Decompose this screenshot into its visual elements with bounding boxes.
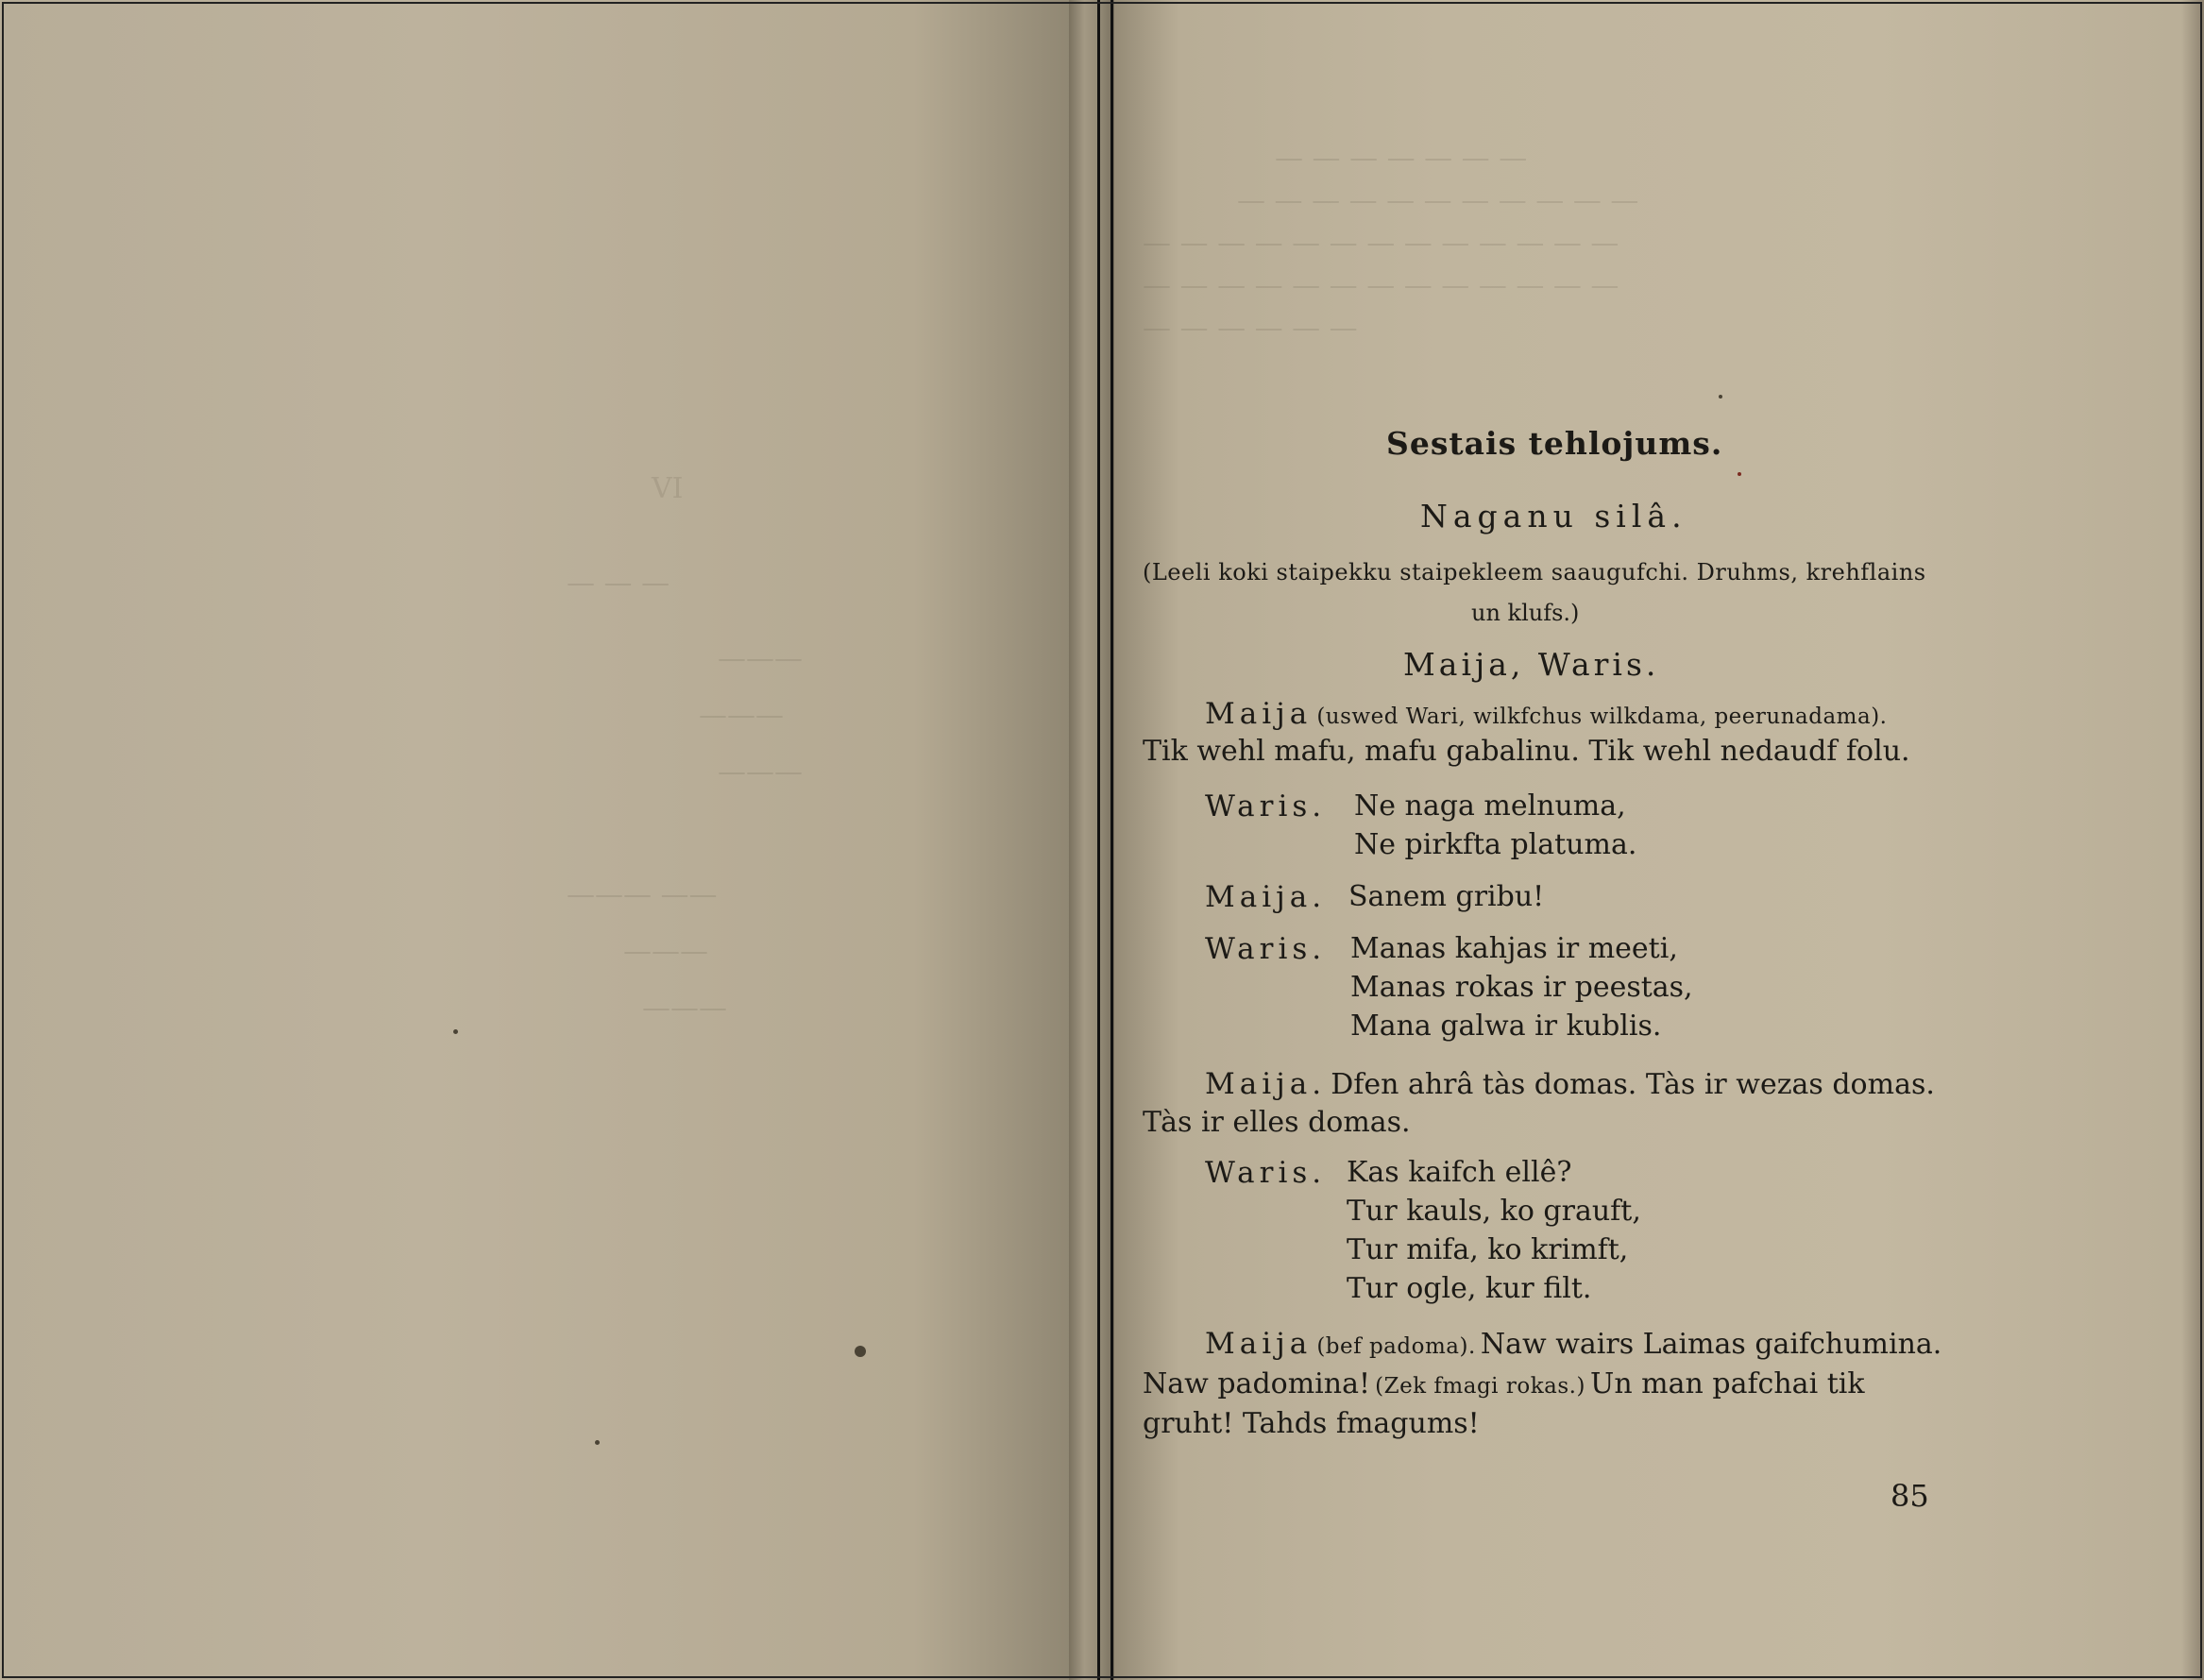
page-edge-line — [1097, 0, 1100, 1680]
page-shadow — [2181, 0, 2204, 1680]
scene-location: Naganu silâ. — [1420, 498, 1687, 535]
bleed-through-text: VI — [652, 472, 684, 505]
bleed-through-text: — — — — — — — — — — — — [1237, 184, 1639, 217]
stage-direction-inline: (Zek fmagi rokas.) — [1375, 1374, 1585, 1399]
page-edge-line — [1110, 0, 1113, 1680]
bleed-through-text: ——— — [642, 992, 727, 1025]
dialogue-text: Naw padomina! — [1143, 1367, 1371, 1400]
characters-list: Maija, Waris. — [1403, 646, 1660, 683]
left-page — [0, 0, 1075, 1680]
ink-spot — [1738, 472, 1741, 476]
dialogue-text: Naw wairs Laimas gaifchumina. — [1480, 1328, 1942, 1361]
speaker-name: Maija — [1205, 697, 1313, 731]
dialogue-line: Tàs ir elles domas. — [1143, 1106, 1411, 1139]
verse-line: Sanem gribu! — [1348, 880, 1545, 913]
speaker-name: Maija — [1205, 1327, 1313, 1361]
bleed-through-text: — — — — — — — — [1275, 142, 1528, 175]
verse-line: Ne naga melnuma, — [1354, 789, 1626, 823]
speaker-name: Maija. — [1205, 880, 1327, 914]
bleed-through-text: ——— — [718, 755, 803, 789]
dialogue-line: gruht! Tahds fmagums! — [1143, 1407, 1480, 1440]
speaker-name: Waris. — [1205, 1156, 1327, 1190]
page-number: 85 — [1890, 1478, 1929, 1514]
speaker-name: Maija. — [1205, 1067, 1327, 1101]
ink-spot — [1719, 395, 1722, 399]
verse-line: Tur ogle, kur filt. — [1347, 1272, 1592, 1305]
bleed-through-text: — — — — — — — — — — — — — — [1143, 227, 1619, 260]
dialogue-line — [1143, 1367, 1865, 1400]
dialogue-text: Dfen ahrâ tàs domas. Tàs ir wezas domas. — [1331, 1068, 1935, 1101]
stage-direction-inline: (uswed Wari, wilkfchus wilkdama, peerunadama). — [1316, 704, 1888, 729]
verse-line: Manas kahjas ir meeti, — [1350, 932, 1678, 965]
dialogue-line: Tik wehl mafu, mafu gabalinu. Tik wehl nedaudf folu. — [1143, 735, 1910, 768]
verse-line: Manas rokas ir peestas, — [1350, 971, 1693, 1004]
bleed-through-text: ——— — [623, 935, 708, 968]
bleed-through-text: ——— — [699, 699, 784, 732]
verse-line: Ne pirkfta platuma. — [1354, 828, 1637, 861]
bleed-through-text: — — — — [567, 567, 670, 600]
verse-line: Kas kaifch ellê? — [1347, 1156, 1572, 1189]
scene-title: Sestais tehlojums. — [1386, 425, 1723, 462]
bleed-through-text: ——— — [718, 642, 803, 675]
dialogue-line — [1205, 1327, 1941, 1361]
bleed-through-text: ——— —— — [567, 878, 718, 911]
bleed-through-text: — — — — — — — — — — — — — — [1143, 269, 1619, 302]
bleed-through-text: — — — — — — — [1143, 312, 1358, 345]
verse-line: Mana galwa ir kublis. — [1350, 1010, 1662, 1043]
verse-line: Tur kauls, ko grauft, — [1347, 1195, 1641, 1228]
stage-direction: (Leeli koki staipekku staipekleem saaugufchi. Druhms, krehflains — [1143, 559, 1926, 585]
verse-line: Tur mifa, ko krimft, — [1347, 1233, 1629, 1266]
dialogue-line — [1205, 1067, 1935, 1101]
ink-spot — [855, 1346, 866, 1357]
ink-spot — [595, 1440, 600, 1445]
stage-direction-continued: un klufs.) — [1471, 600, 1580, 626]
stage-direction-inline: (bef padoma). — [1316, 1334, 1476, 1359]
speaker-name: Waris. — [1205, 932, 1327, 966]
dialogue-line — [1205, 697, 1887, 731]
speaker-name: Waris. — [1205, 789, 1327, 823]
ink-spot — [453, 1029, 458, 1034]
dialogue-text: Un man pafchai tik — [1590, 1367, 1865, 1400]
